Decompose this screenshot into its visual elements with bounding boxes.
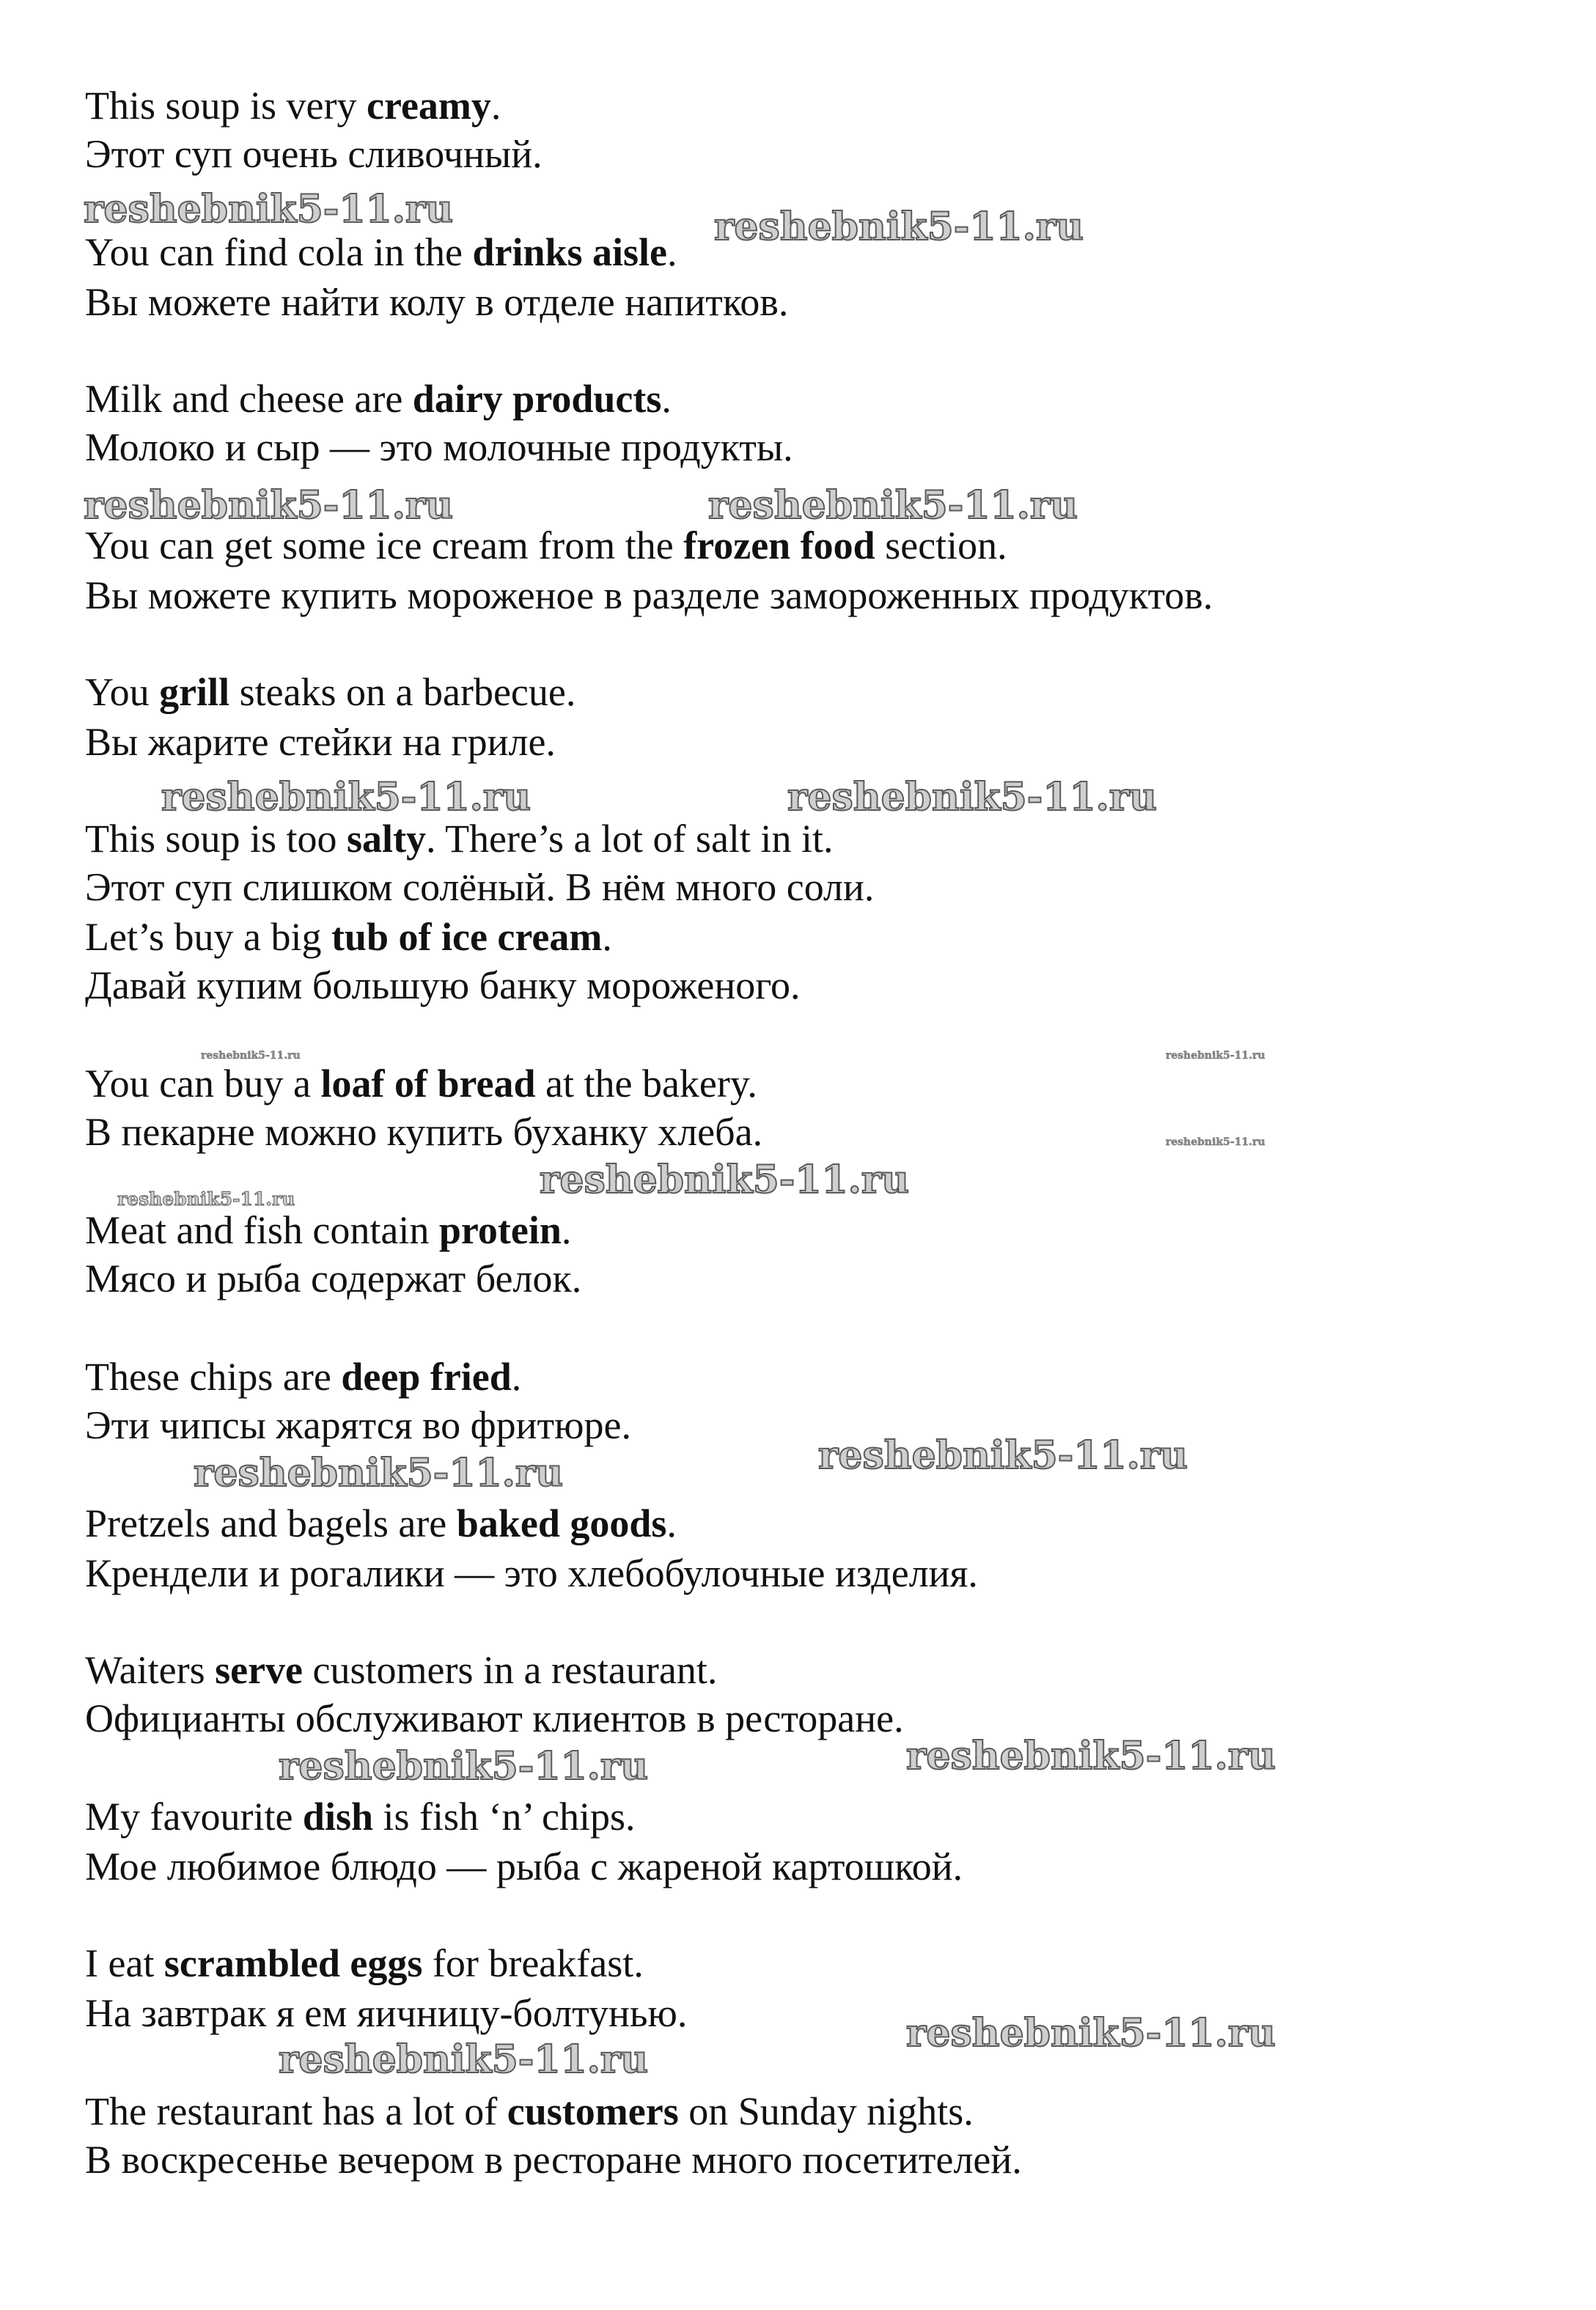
vocabulary-term: scrambled eggs	[163, 1941, 423, 1985]
english-sentence	[85, 375, 672, 423]
vocabulary-term: drinks aisle	[472, 230, 668, 274]
sentence-text: steaks on a barbecue.	[229, 670, 576, 714]
watermark: reshebnik5-11.ru	[540, 1158, 910, 1202]
sentence-text: These chips are	[85, 1355, 342, 1399]
sentence-text: This soup is very	[85, 84, 367, 128]
watermark: reshebnik5-11.ru	[194, 1451, 564, 1496]
english-sentence	[85, 1499, 677, 1548]
vocabulary-term: dairy products	[412, 377, 662, 421]
vocabulary-term: deep fried	[341, 1355, 512, 1399]
vocabulary-term: grill	[159, 670, 230, 714]
russian-translation: Мясо и рыба содержат белок.	[85, 1257, 582, 1301]
english-sentence	[85, 228, 677, 276]
russian-translation: Вы можете купить мороженое в разделе замороженных продуктов.	[85, 573, 1213, 617]
russian-translation: В воскресенье вечером в ресторане много посетителей.	[85, 2138, 1022, 2182]
watermark: reshebnik5-11.ru	[818, 1433, 1188, 1478]
sentence-text: This soup is too	[85, 817, 347, 861]
russian-translation: Вы жарите стейки на гриле.	[85, 720, 556, 764]
vocabulary-term: creamy	[367, 84, 491, 128]
russian-translation: На завтрак я ем яичницу-болтунью.	[85, 1991, 688, 2035]
english-sentence	[85, 521, 1007, 570]
watermark: reshebnik5-11.ru	[787, 775, 1158, 820]
watermark: reshebnik5-11.ru	[714, 205, 1084, 249]
watermark: reshebnik5-11.ru	[84, 483, 454, 528]
watermark: reshebnik5-11.ru	[279, 2037, 649, 2082]
russian-translation: Эти чипсы жарятся во фритюре.	[85, 1403, 631, 1447]
english-sentence	[85, 913, 612, 961]
watermark: reshebnik5-11.ru	[1166, 1050, 1265, 1062]
sentence-text: Pretzels and bagels are	[85, 1501, 457, 1545]
russian-translation: Официанты обслуживают клиентов в ресторане.	[85, 1696, 904, 1740]
sentence-text: .	[490, 84, 501, 128]
sentence-text: at the bakery.	[535, 1062, 757, 1106]
sentence-text: You can get some ice cream from the	[85, 523, 684, 567]
watermark: reshebnik5-11.ru	[708, 483, 1078, 528]
sentence-text: The restaurant has a lot of	[85, 2089, 507, 2133]
sentence-text: on Sunday nights.	[678, 2089, 974, 2133]
sentence-text: .	[666, 1501, 677, 1545]
vocabulary-term: serve	[215, 1648, 304, 1692]
english-sentence	[85, 2087, 974, 2136]
sentence-text: section.	[875, 523, 1007, 567]
sentence-text: My favourite	[85, 1795, 303, 1839]
english-sentence	[85, 1059, 757, 1108]
vocabulary-term: dish	[302, 1795, 374, 1839]
watermark: reshebnik5-11.ru	[906, 1734, 1276, 1779]
sentence-text: I eat	[85, 1941, 164, 1985]
sentence-text: .	[667, 230, 677, 274]
sentence-text: .	[511, 1355, 522, 1399]
russian-translation: В пекарне можно купить буханку хлеба.	[85, 1110, 763, 1154]
vocabulary-term: frozen food	[683, 523, 875, 567]
vocabulary-term: tub of ice cream	[331, 915, 603, 959]
english-sentence	[85, 1646, 717, 1694]
russian-translation: Вы можете найти колу в отделе напитков.	[85, 280, 789, 324]
sentence-text: .	[661, 377, 672, 421]
sentence-text: Milk and cheese are	[85, 377, 413, 421]
sentence-text: Waiters	[85, 1648, 216, 1692]
sentence-text: Let’s buy a big	[85, 915, 331, 959]
sentence-text: You can buy a	[85, 1062, 321, 1106]
russian-translation: Мое любимое блюдо — рыба с жареной картошкой.	[85, 1844, 963, 1888]
sentence-text: .	[602, 915, 612, 959]
english-sentence	[85, 1939, 644, 1987]
sentence-text: . There’s a lot of salt in it.	[426, 817, 834, 861]
vocabulary-term: salty	[347, 817, 427, 861]
watermark: reshebnik5-11.ru	[279, 1744, 649, 1789]
russian-translation: Этот суп слишком солёный. В нём много соли.	[85, 865, 875, 909]
english-sentence	[85, 1353, 521, 1401]
watermark: reshebnik5-11.ru	[161, 775, 532, 820]
sentence-text: .	[561, 1208, 572, 1252]
sentence-text: You	[85, 670, 160, 714]
russian-translation: Давай купим большую банку мороженого.	[85, 963, 801, 1007]
vocabulary-term: customers	[507, 2089, 679, 2133]
sentence-text: Meat and fish contain	[85, 1208, 439, 1252]
english-sentence	[85, 1792, 635, 1841]
sentence-text: is fish ‘n’ chips.	[373, 1795, 636, 1839]
russian-translation: Этот суп очень сливочный.	[85, 132, 543, 176]
russian-translation: Крендели и рогалики — это хлебобулочные изделия.	[85, 1551, 978, 1595]
russian-translation: Молоко и сыр — это молочные продукты.	[85, 425, 793, 469]
sentence-text: You can find cola in the	[85, 230, 473, 274]
sentence-text: customers in a restaurant.	[303, 1648, 718, 1692]
english-sentence	[85, 81, 501, 130]
watermark: reshebnik5-11.ru	[84, 187, 454, 232]
watermark: reshebnik5-11.ru	[1166, 1136, 1265, 1148]
watermark: reshebnik5-11.ru	[117, 1188, 295, 1210]
vocabulary-term: loaf of bread	[320, 1062, 536, 1106]
watermark: reshebnik5-11.ru	[201, 1050, 301, 1062]
english-sentence	[85, 814, 833, 863]
vocabulary-term: baked goods	[456, 1501, 667, 1545]
english-sentence	[85, 1206, 571, 1254]
sentence-text: for breakfast.	[422, 1941, 644, 1985]
vocabulary-term: protein	[438, 1208, 562, 1252]
watermark: reshebnik5-11.ru	[906, 2011, 1276, 2056]
english-sentence	[85, 668, 575, 716]
